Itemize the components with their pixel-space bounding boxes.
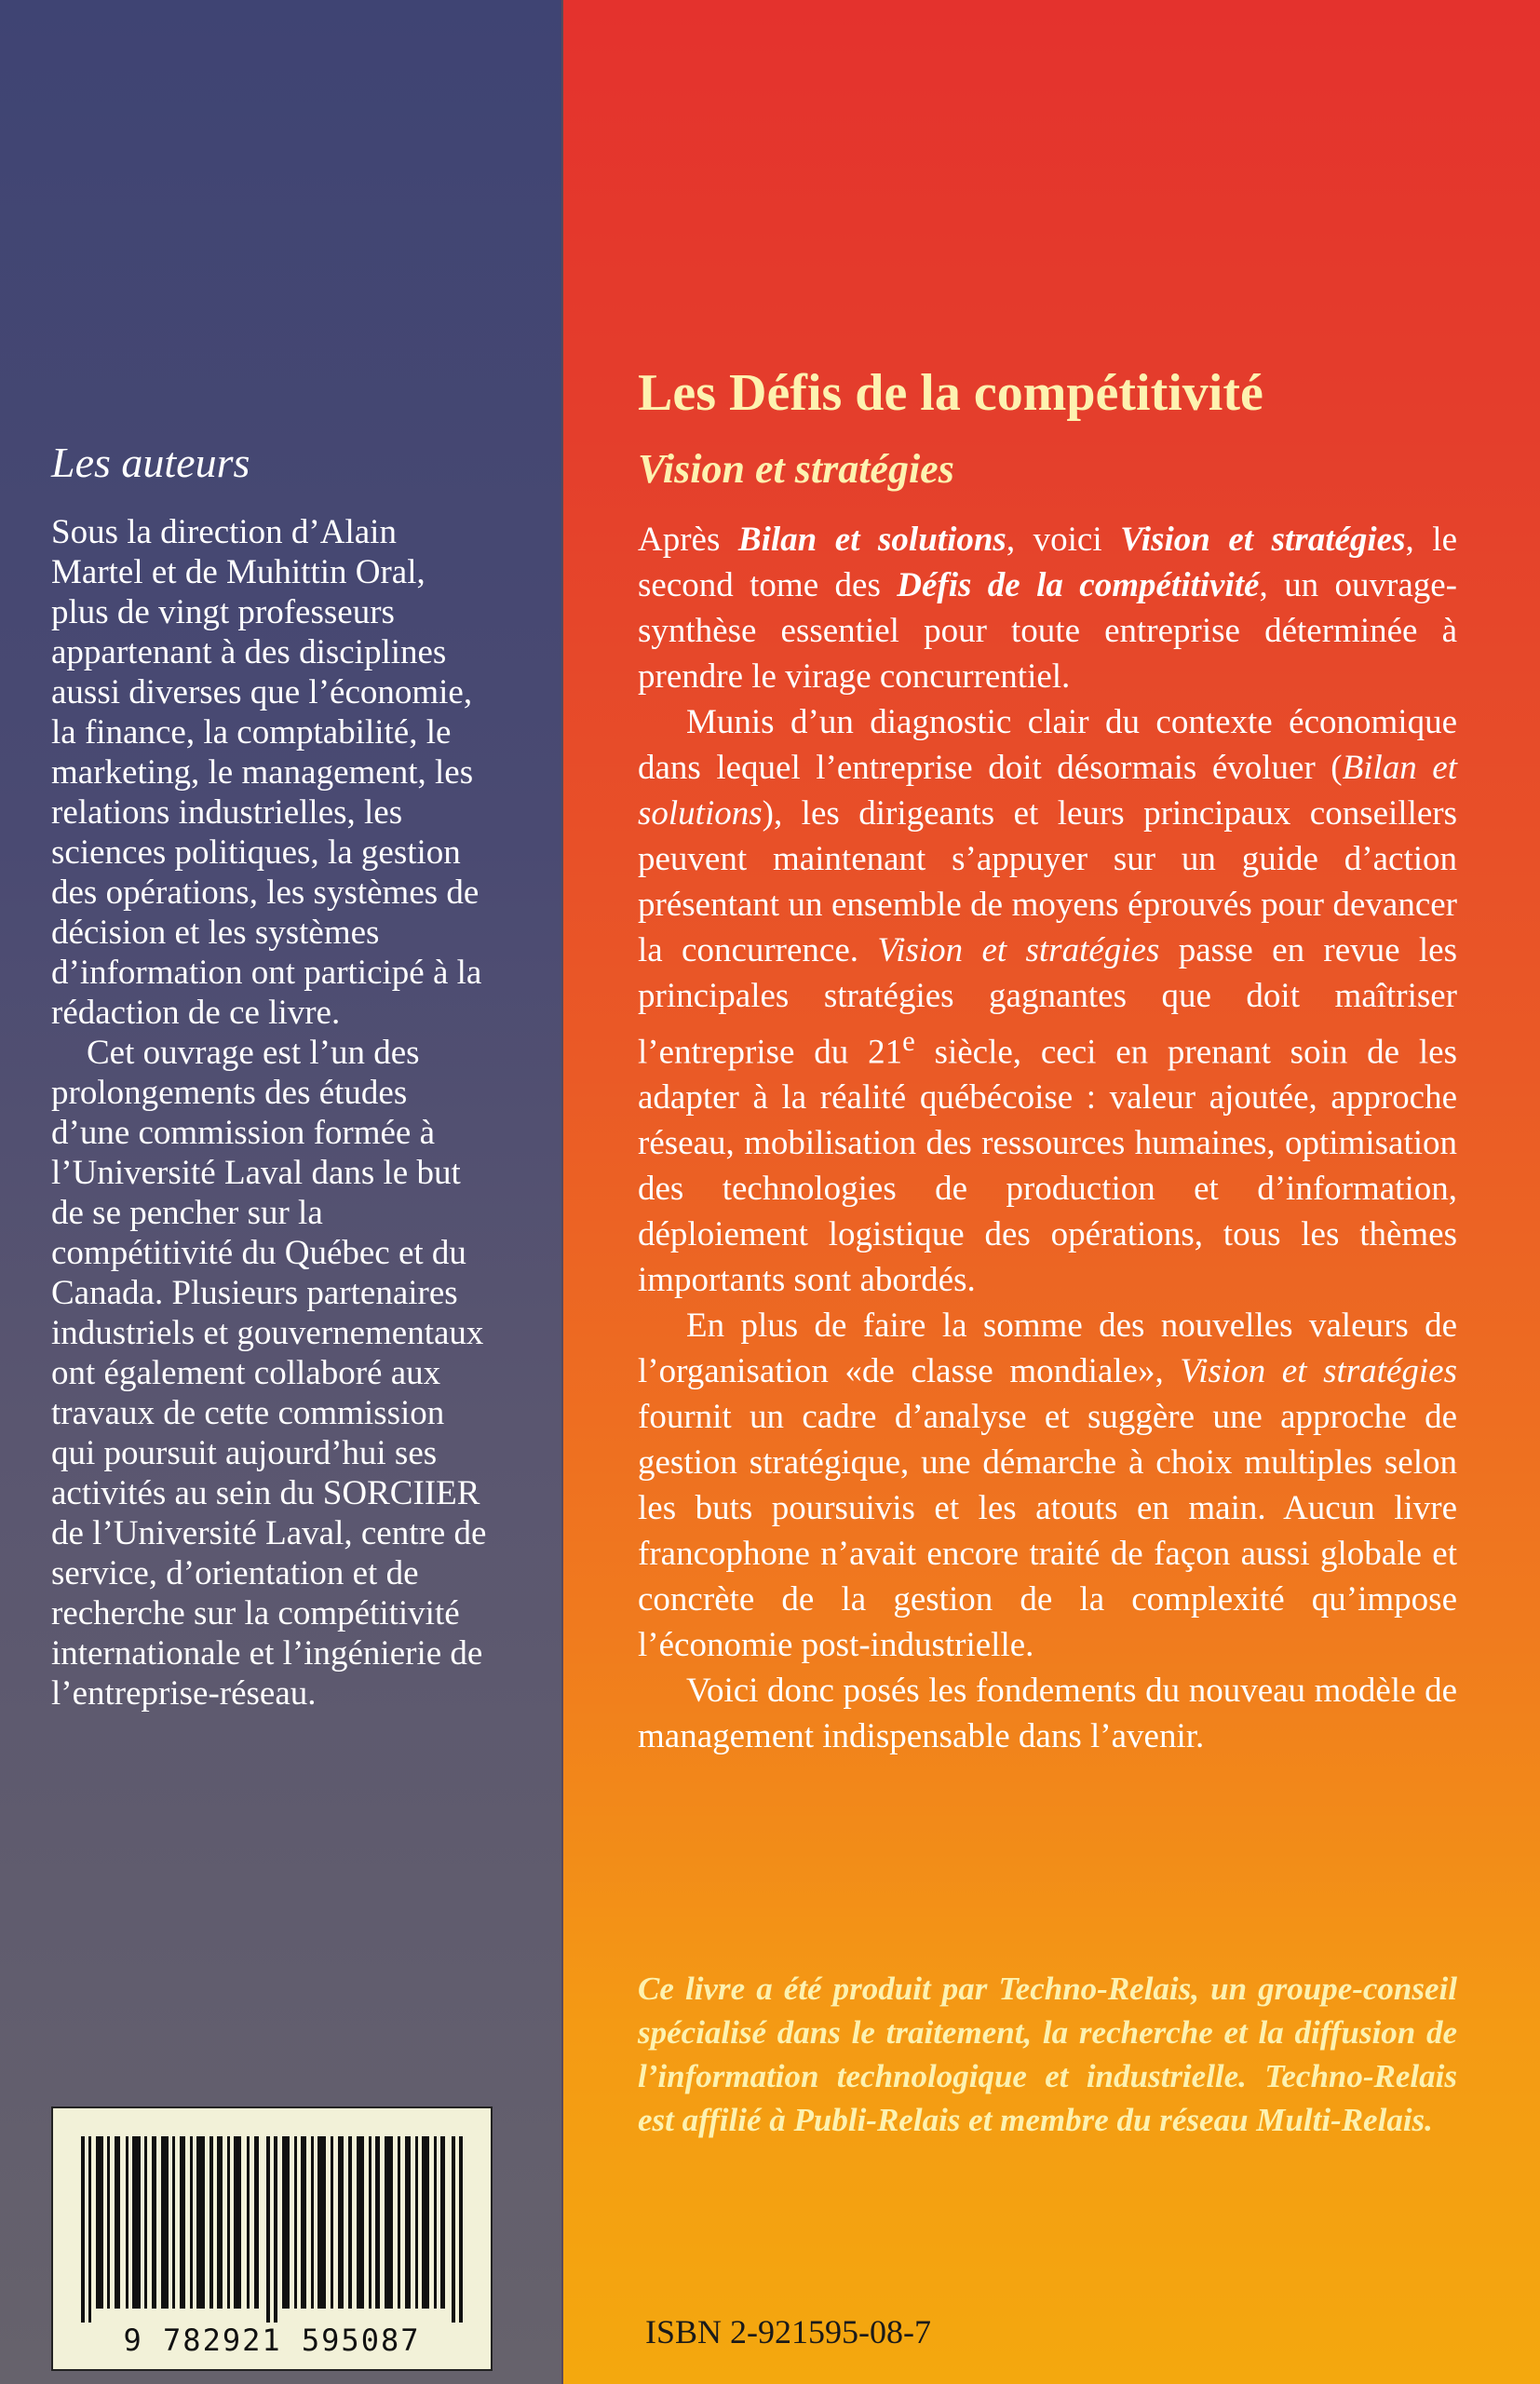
authors-text [51, 512, 489, 1714]
barcode [51, 2106, 493, 2371]
authors-paragraph: Cet ouvrage est l’un des prolongements des études d’une commission formée à l’Université Laval dans le but de se pencher sur la compétitivité du Québec et du Canada. Plusieurs partenaires industriels et gouvernementaux ont également collaboré aux travaux de cette commission qui poursuit aujourd’hui ses activités au sein du SORCIIER de l’Université Laval, centre de service, d’orientation et de recherche sur la compétitivité internationale et l’ingénierie de l’entreprise-réseau. [51, 1034, 487, 1713]
barcode-number: 9 782921 595087 [123, 2323, 421, 2358]
back-cover-right-panel [563, 0, 1540, 2384]
description-paragraph: Voici donc posés les fondements du nouveau modèle de management indispensable dans l’avenir. [638, 1672, 1457, 1756]
description-paragraph: Après Bilan et solutions, voici Vision et stratégies, le second tome des Défis de la compétitivité, un ouvrage-synthèse essentiel pour toute entreprise déterminée à prendre le virage concurrentiel. [638, 521, 1458, 696]
description-text [638, 517, 1457, 1759]
description-paragraph: En plus de faire la somme des nouvelles valeurs de l’organisation «de classe mondiale», Vision et stratégies fournit un cadre d’analyse et suggère une approche de gestion stratégique, une démarche à choix multiples selon les buts poursuivis et les atouts en main. Aucun livre francophone n’avait encore traité de façon aussi globale et concrète de la gestion de la complexité qu’impose l’économie post-industrielle. [638, 1307, 1457, 1665]
authors-heading: Les auteurs [51, 439, 250, 486]
authors-paragraph: Sous la direction d’Alain Martel et de Muhittin Oral, plus de vingt professeurs appartenant à des disciplines aussi diverses que l’économie, la finance, la comptabilité, le marketing, le management, les relations industrielles, les sciences politiques, la gestion des opérations, les systèmes de décision et les systèmes d’information ont participé à la rédaction de ce livre. [51, 513, 482, 1032]
isbn: ISBN 2-921595-08-7 [645, 2313, 931, 2350]
book-subtitle: Vision et stratégies [638, 446, 954, 492]
book-title: Les Défis de la compétitivité [638, 364, 1263, 422]
publisher-note: Ce livre a été produit par Techno-Relais, un groupe-conseil spécialisé dans le traitement, la recherche et la diffusion de l’information technologique et industrielle. Techno-Relais est affilié à Publi-Relais et membre du réseau Multi-Relais. [638, 1971, 1457, 2138]
back-cover-left-panel [0, 0, 563, 2384]
barcode-bars [81, 2136, 463, 2323]
description-paragraph: Munis d’un diagnostic clair du contexte économique dans lequel l’entreprise doit désormais évoluer (Bilan et solutions), les dirigeants et leurs principaux conseillers peuvent maintenant s’appuyer sur un guide d’action présentant un ensemble de moyens éprouvés pour devancer la concurrence. Vision et stratégies passe en revue les principales stratégies gagnantes que doit maîtriser l’entreprise du 21e siècle, ceci en prenant soin de les adapter à la réalité québécoise : valeur ajoutée, approche réseau, mobilisation des ressources humaines, optimisation des technologies de production et d’information, déploiement logistique des opérations, tous les thèmes importants sont abordés. [638, 703, 1457, 1300]
